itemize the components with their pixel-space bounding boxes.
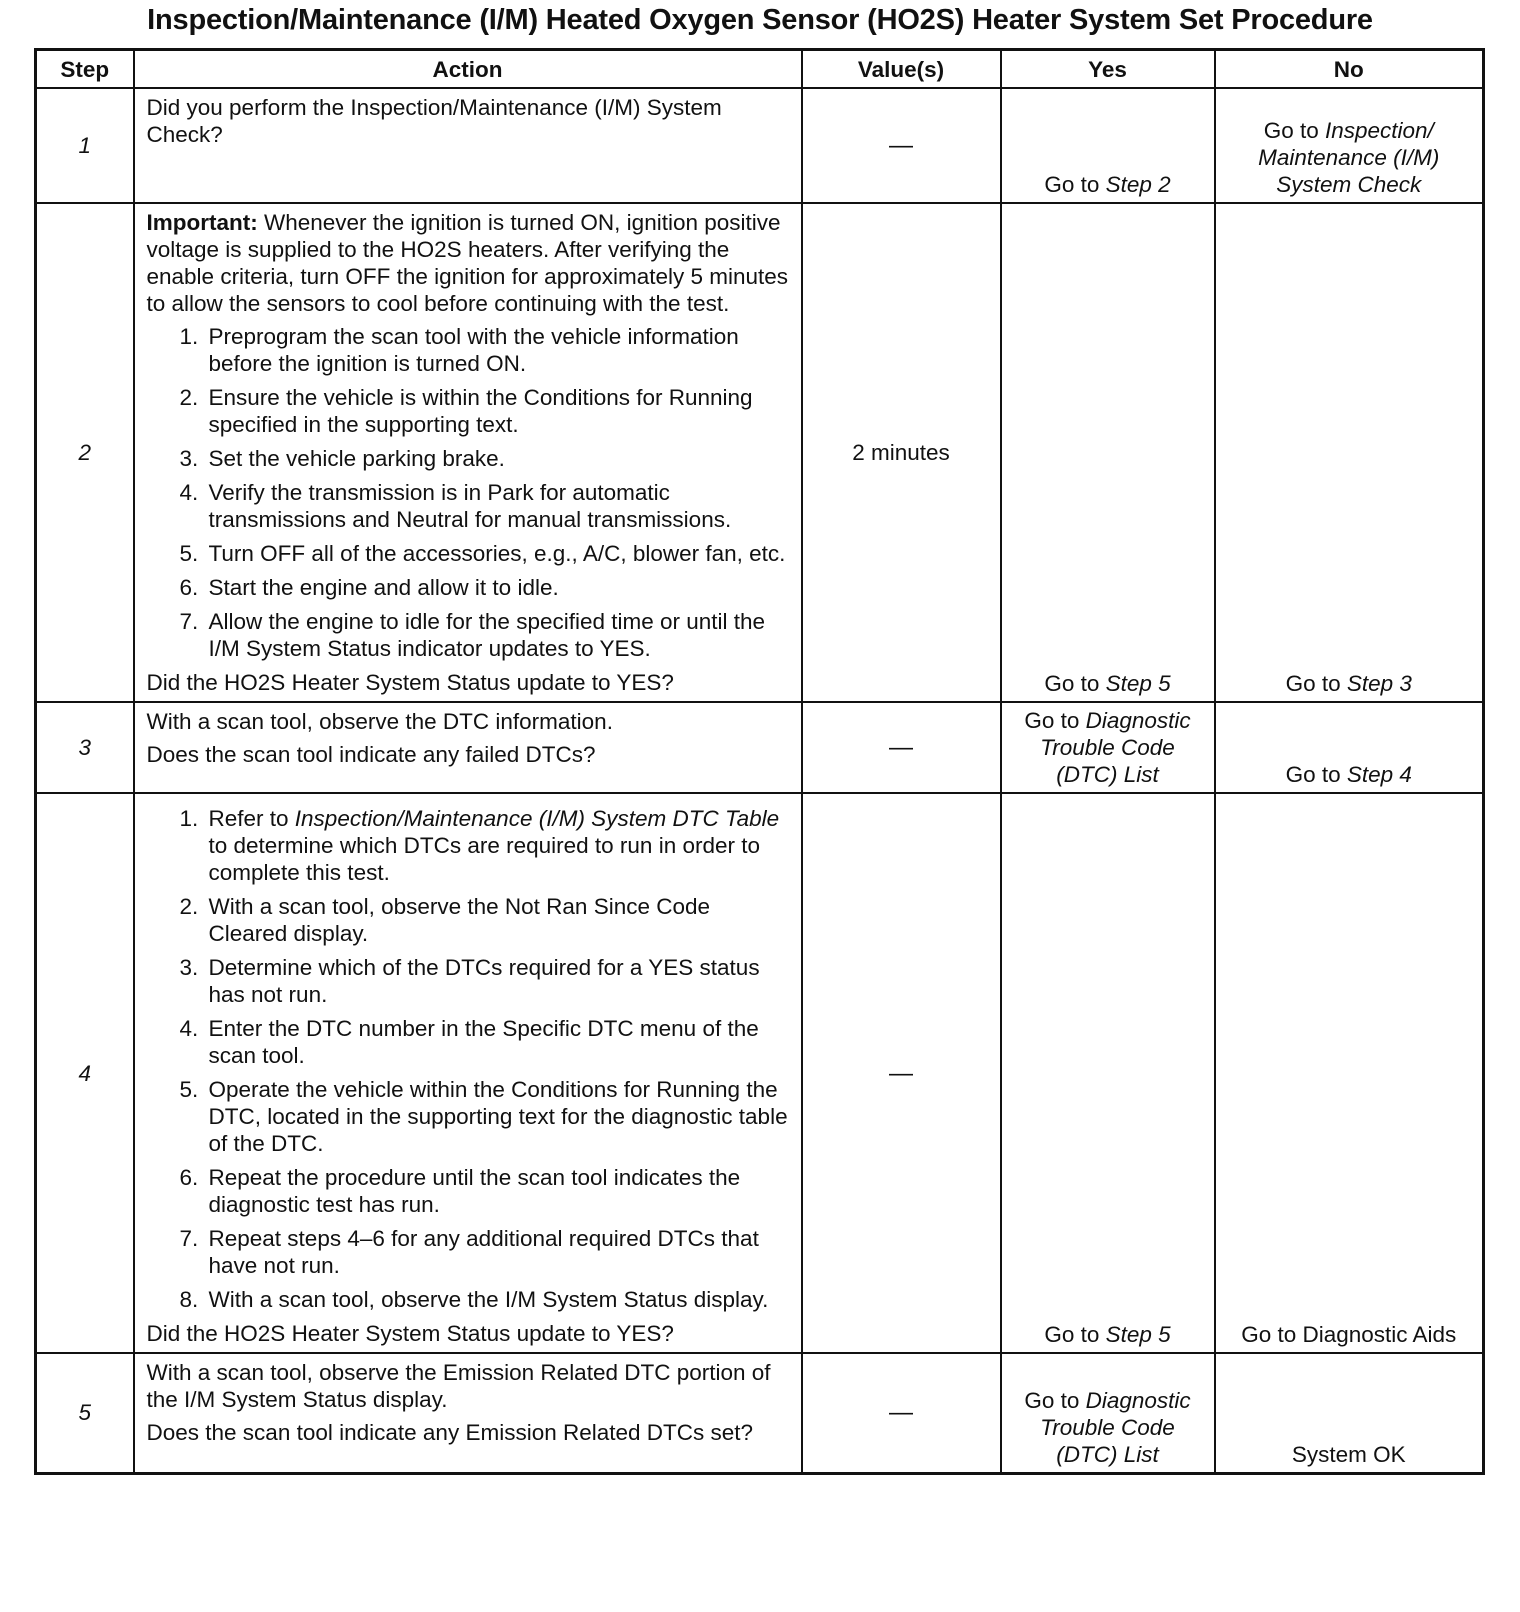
action-cell <box>134 1353 802 1473</box>
list-item: 2. Ensure the vehicle is within the Conditions for Running specified in the supporting text. <box>205 384 791 438</box>
yes-prefix: Go to <box>1044 1322 1106 1347</box>
no-text: System OK <box>1291 1441 1406 1467</box>
yes-prefix: Go to <box>1044 671 1106 696</box>
yes-cell <box>1001 793 1215 1353</box>
no-cell <box>1215 702 1484 793</box>
action-cell <box>134 793 802 1353</box>
list-item: 6. Start the engine and allow it to idle. <box>205 574 791 601</box>
step-number: 4 <box>36 793 134 1353</box>
action-text: With a scan tool, observe the DTC information. <box>146 709 613 734</box>
step-number: 3 <box>36 702 134 793</box>
action-text: Did you perform the Inspection/Maintenance (I/M) System Check? <box>146 95 722 147</box>
question-text: Did the HO2S Heater System Status update to YES? <box>146 1321 674 1346</box>
list-item: 4. Verify the transmission is in Park for automatic transmissions and Neutral for manual transmissions. <box>205 479 791 533</box>
yes-link[interactable]: Step 2 <box>1105 172 1171 197</box>
header-values: Value(s) <box>802 50 1001 89</box>
list-item: 1. Preprogram the scan tool with the vehicle information before the ignition is turned ON. <box>205 323 791 377</box>
yes-link[interactable]: Diagnostic Trouble Code (DTC) List <box>1040 708 1191 787</box>
table-row-step-2 <box>36 203 1484 702</box>
step-number: 1 <box>36 88 134 203</box>
procedure-table <box>34 48 1485 1475</box>
header-yes: Yes <box>1001 50 1215 89</box>
table-row-step-5 <box>36 1353 1484 1473</box>
value-cell: 2 minutes <box>802 203 1001 702</box>
list-item: 3. Set the vehicle parking brake. <box>205 445 791 472</box>
table-row-step-4 <box>36 793 1484 1353</box>
yes-prefix: Go to <box>1024 1387 1086 1413</box>
list-item: 6. Repeat the procedure until the scan tool indicates the diagnostic test has run. <box>205 1164 791 1218</box>
step-2-list <box>147 323 791 662</box>
yes-cell <box>1001 1353 1215 1473</box>
no-prefix: Go to <box>1263 118 1325 143</box>
action-cell <box>134 203 802 702</box>
no-cell <box>1215 793 1484 1353</box>
list-item: 7. Allow the engine to idle for the specified time or until the I/M System Status indicator updates to YES. <box>205 608 791 662</box>
important-note <box>147 209 791 317</box>
yes-cell <box>1001 702 1215 793</box>
list-item: 2. With a scan tool, observe the Not Ran Since Code Cleared display. <box>205 893 791 947</box>
list-item: 3. Determine which of the DTCs required for a YES status has not run. <box>205 954 791 1008</box>
header-step: Step <box>36 50 134 89</box>
yes-cell <box>1001 88 1215 203</box>
question-text: Does the scan tool indicate any failed DTCs? <box>146 742 596 767</box>
step-4-list <box>147 805 791 1313</box>
list-item: 8. With a scan tool, observe the I/M System Status display. <box>205 1286 791 1313</box>
no-text[interactable]: Go to Diagnostic Aids <box>1241 1322 1457 1347</box>
question-text: Did the HO2S Heater System Status update to YES? <box>146 670 674 695</box>
step-number: 5 <box>36 1353 134 1473</box>
no-prefix: Go to <box>1285 671 1347 696</box>
no-prefix: Go to <box>1285 762 1347 787</box>
list-item: 5. Operate the vehicle within the Conditions for Running the DTC, located in the supporting text for the diagnostic table of the DTC. <box>205 1076 791 1157</box>
header-no: No <box>1215 50 1484 89</box>
important-text: Whenever the ignition is turned ON, ignition positive voltage is supplied to the HO2S heaters. After verifying the enable criteria, turn OFF the ignition for approximately 5 minutes to allow the sensors to cool before continuing with the test. <box>146 210 789 316</box>
step-number: 2 <box>36 203 134 702</box>
page-title: Inspection/Maintenance (I/M) Heated Oxygen Sensor (HO2S) Heater System Set Procedure <box>147 4 1373 36</box>
header-action: Action <box>134 50 802 89</box>
no-link[interactable]: Inspection/ Maintenance (I/M) System Check <box>1258 118 1440 197</box>
value-cell: — <box>802 702 1001 793</box>
list-item <box>205 805 791 886</box>
important-label: Important: <box>146 210 258 235</box>
value-cell: — <box>802 88 1001 203</box>
header-row <box>36 50 1484 89</box>
list-item: 4. Enter the DTC number in the Specific DTC menu of the scan tool. <box>205 1015 791 1069</box>
action-text: With a scan tool, observe the Emission Related DTC portion of the I/M System Status display. <box>146 1360 771 1412</box>
item-prefix: Refer to <box>208 806 295 831</box>
table-row-step-1 <box>36 88 1484 203</box>
yes-prefix: Go to <box>1024 708 1086 733</box>
table-row-step-3 <box>36 702 1484 793</box>
yes-link[interactable]: Step 5 <box>1105 671 1171 696</box>
no-link[interactable]: Step 4 <box>1346 762 1412 787</box>
item-suffix: to determine which DTCs are required to run in order to complete this test. <box>208 833 761 885</box>
no-cell <box>1215 203 1484 702</box>
yes-link[interactable]: Diagnostic Trouble Code (DTC) List <box>1040 1387 1191 1467</box>
yes-link[interactable]: Step 5 <box>1105 1322 1171 1347</box>
value-cell: — <box>802 793 1001 1353</box>
yes-prefix: Go to <box>1044 172 1106 197</box>
action-cell <box>134 88 802 203</box>
list-item: 7. Repeat steps 4–6 for any additional required DTCs that have not run. <box>205 1225 791 1279</box>
no-cell <box>1215 1353 1484 1473</box>
dtc-table-link[interactable]: Inspection/Maintenance (I/M) System DTC Table <box>294 806 780 831</box>
list-item: 5. Turn OFF all of the accessories, e.g., A/C, blower fan, etc. <box>205 540 791 567</box>
yes-cell <box>1001 203 1215 702</box>
no-link[interactable]: Step 3 <box>1346 671 1412 696</box>
action-cell <box>134 702 802 793</box>
question-text: Does the scan tool indicate any Emission Related DTCs set? <box>146 1420 754 1445</box>
value-cell: — <box>802 1353 1001 1473</box>
no-cell <box>1215 88 1484 203</box>
